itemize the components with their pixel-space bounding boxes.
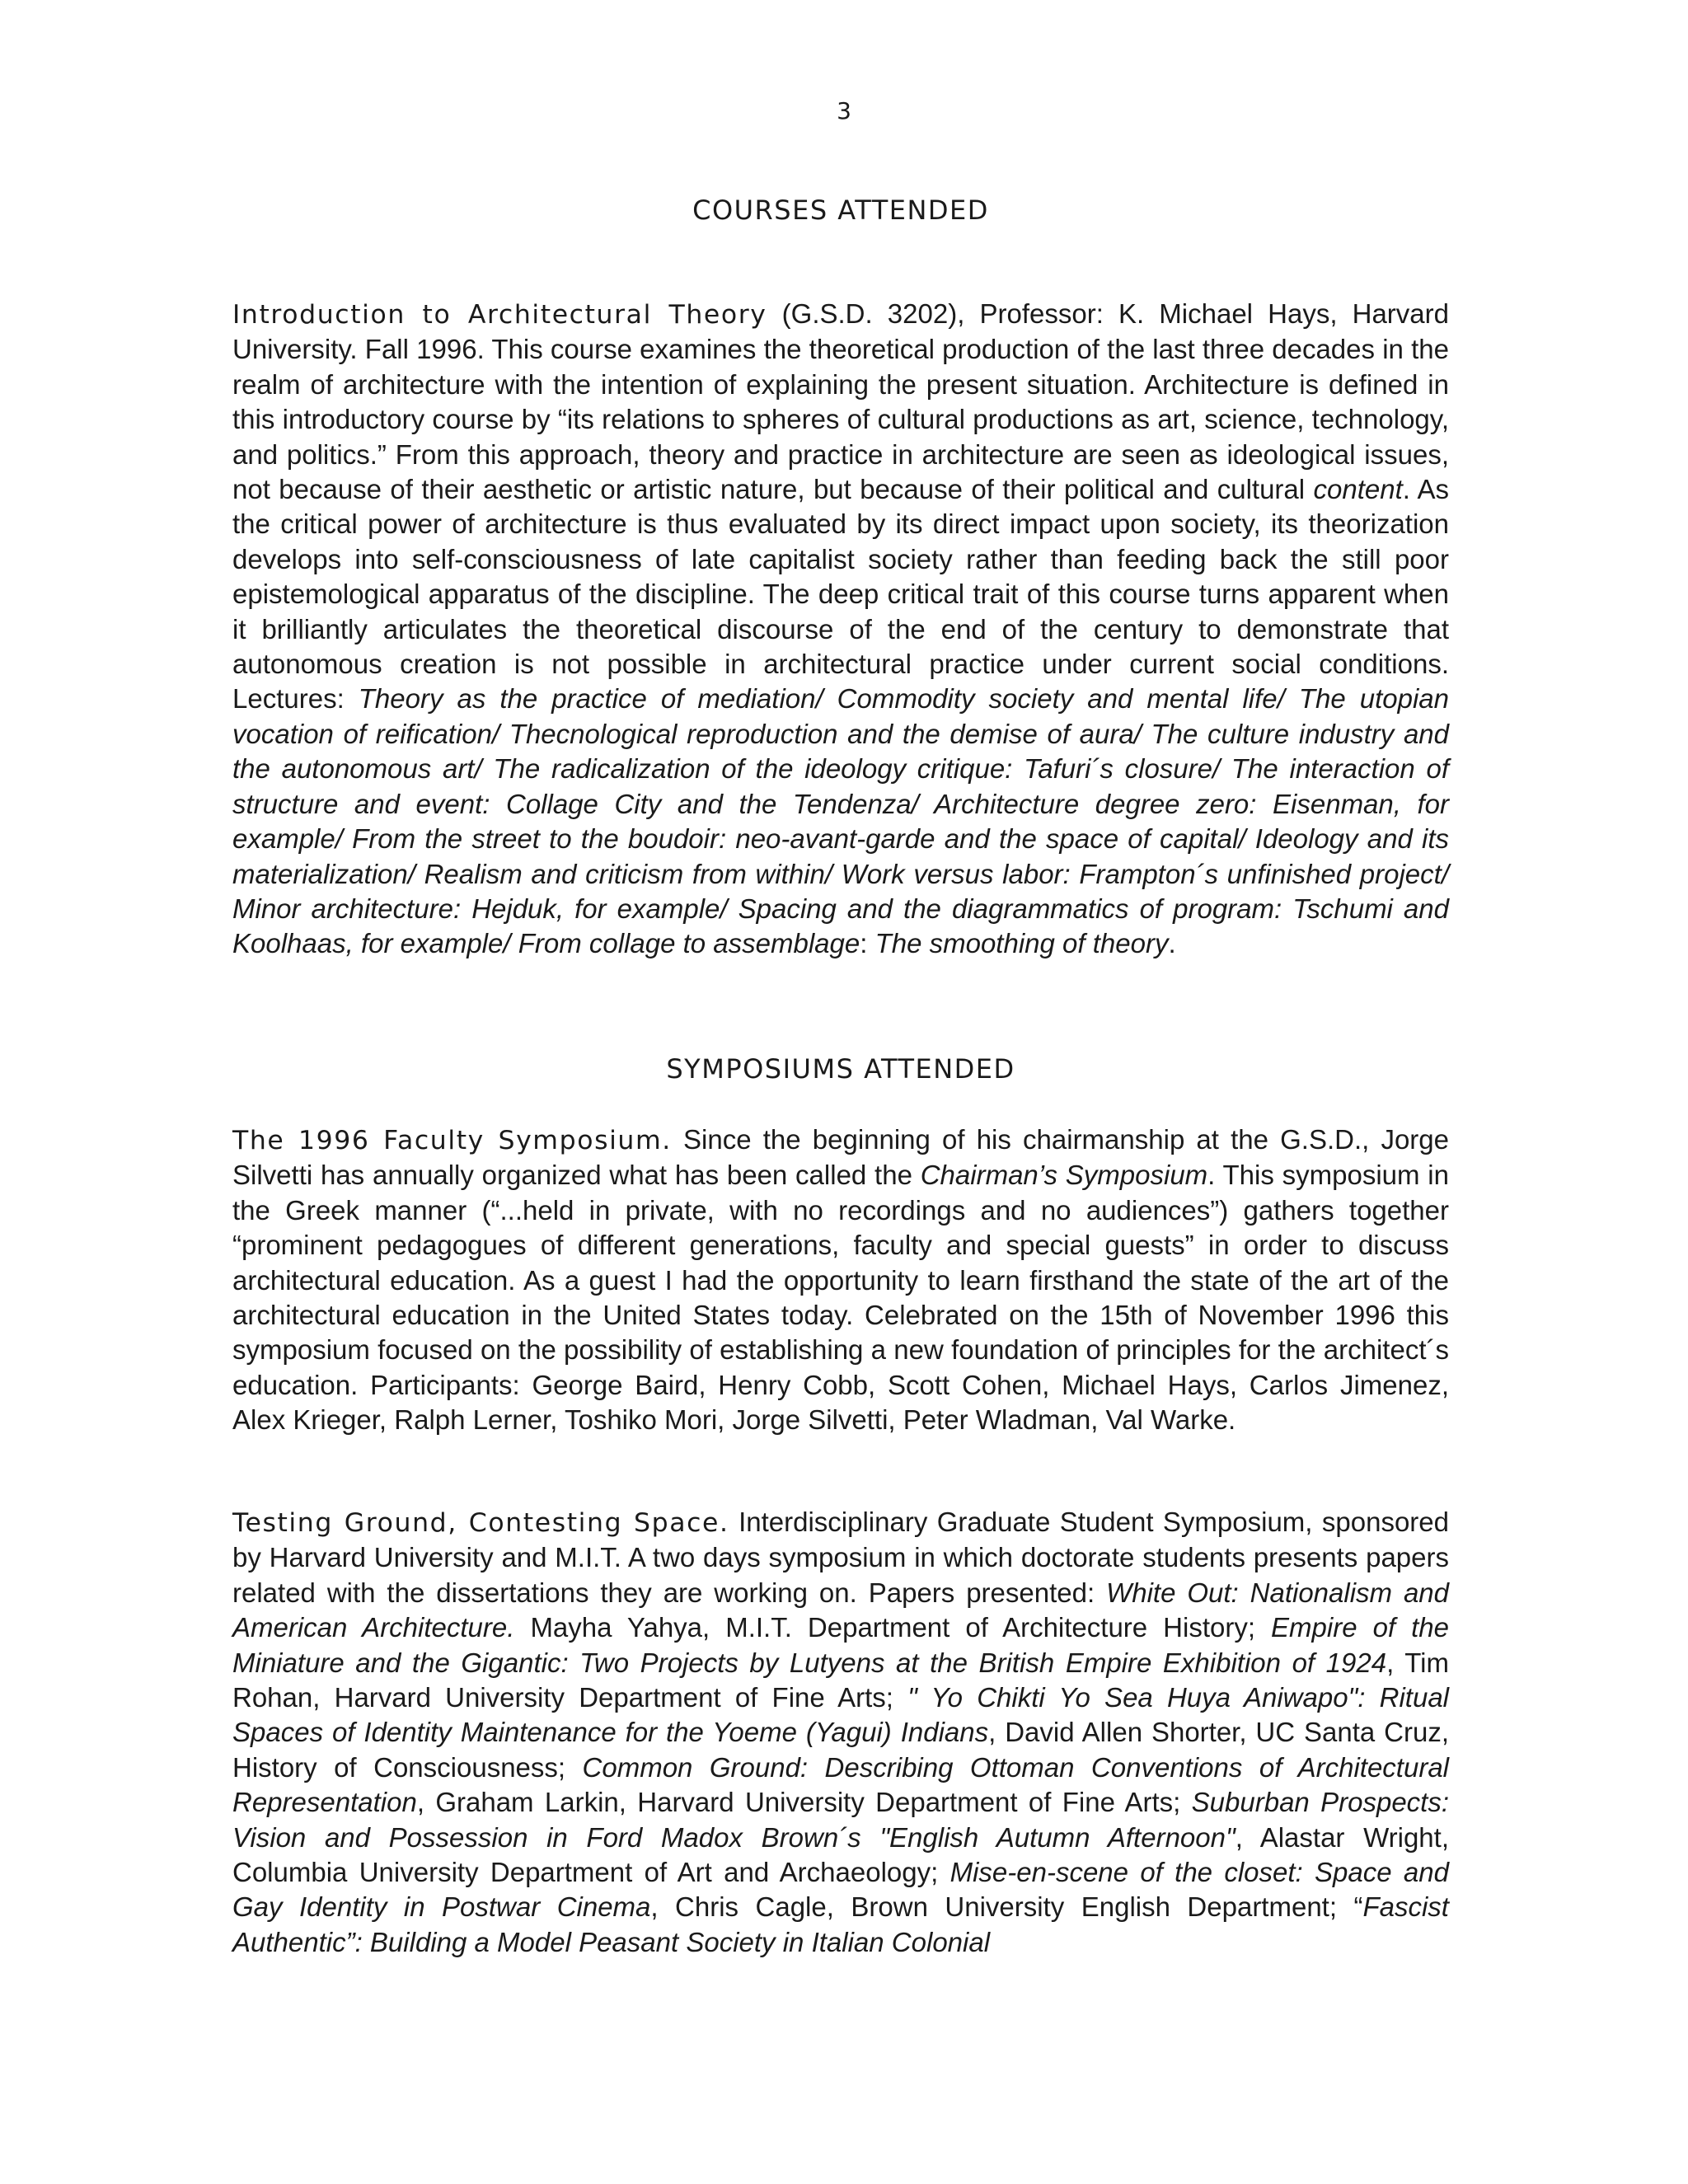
body-text: , Graham Larkin, Harvard University Department of Fine Arts;	[416, 1787, 1192, 1818]
italic-text: " Yo Chikti Yo Sea Huya Aniwapo": Ritual Spaces of Identity Maintenance for the Yoeme (Yagui) Indians	[232, 1682, 1450, 1748]
italic-text: White Out: Nationalism and American Architecture.	[232, 1577, 1450, 1643]
symposium-title: The 1996 Faculty Symposium.	[232, 1126, 672, 1155]
page-number: 3	[837, 97, 851, 124]
body-text: , Tim Rohan, Harvard University Department of Fine Arts;	[232, 1647, 1449, 1713]
italic-text: Theory as the practice of mediation/ Commodity society and mental life/ The utopian vocation of reification/ Thecnological reproduction and the demise of aura/ The culture industry and the autonomous art/ The radicalization of the ideology critique: Tafuri´s closure/ The interaction of structure and event: Collage City and the Tendenza/ Architecture degree zero: Eisenman, for example/ From the street to the boudoir: neo-avant-garde and the space of capital/ Ideology and its materialization/ Realism and criticism from within/ Work versus labor: Frampton´s unfinished project/ Minor architecture: Hejduk, for example/ Spacing and the diagrammatics of program: Tschumi and Koolhaas, for example/ From collage to assemblage	[232, 683, 1449, 959]
italic-text: Empire of the Miniature and the Gigantic: Two Projects by Lutyens at the British Empire Exhibition of 1924	[232, 1612, 1449, 1678]
courses-heading: COURSES ATTENDED	[692, 194, 989, 226]
body-text: Since the beginning of his chairmanship at the G.S.D., Jorge Silvetti has annually organized what has been called the	[232, 1124, 1449, 1191]
course-title: Introduction to Architectural Theory	[232, 300, 767, 330]
body-text: (G.S.D. 3202), Professor: K. Michael Hays, Harvard University. Fall 1996. This course examines the theoretical production of the last three decades in the realm of architecture with the intention of explaining the present situation. Architecture is defined in this introductory course by “its relations to spheres of cultural productions as art, science, technology, and politics.” From this approach, theory and practice in architecture are seen as ideological issues, not because of their aesthetic or artistic nature, but because of their political and cultural	[232, 298, 1449, 505]
body-text: :	[860, 928, 875, 959]
course-entry	[232, 297, 1449, 962]
body-text: . This symposium in the Greek manner (“...held in private, with no recordings and no audiences”) gathers together “prominent pedagogues of different generations, faculty and special guests” in order to discuss architectural education. As a guest I had the opportunity to learn firsthand the state of the art of the architectural education in the United States today. Celebrated on the 15th of November 1996 this symposium focused on the possibility of establishing a new foundation of principles for the architect´s education. Participants: George Baird, Henry Cobb, Scott Cohen, Michael Hays, Carlos Jimenez, Alex Krieger, Ralph Lerner, Toshiko Mori, Jorge Silvetti, Peter Wladman, Val Warke.	[232, 1160, 1449, 1436]
italic-text: Fascist Authentic”: Building a Model Peasant Society in Italian Colonial	[232, 1891, 1449, 1957]
body-text: , David Allen Shorter, UC Santa Cruz, History of Consciousness;	[232, 1717, 1450, 1783]
symposiums-heading: SYMPOSIUMS ATTENDED	[666, 1053, 1015, 1085]
symposium-entry-faculty	[232, 1122, 1449, 1438]
body-text: Interdisciplinary Graduate Student Symposium, sponsored by Harvard University and M.I.T. A two days symposium in which doctorate students presents papers related with the dissertations they are working on. Papers presented:	[232, 1507, 1449, 1608]
body-text: , Alastar Wright, Columbia University Department of Art and Archaeology;	[232, 1821, 1449, 1888]
body-text: , Chris Cagle, Brown University English Department; “	[650, 1891, 1363, 1923]
italic-text: Suburban Prospects: Vision and Possession in Ford Madox Brown´s "English Autumn Afternoon"	[232, 1787, 1450, 1853]
body-text: Mayha Yahya, M.I.T. Department of Architecture History;	[514, 1612, 1272, 1643]
italic-text: Common Ground: Describing Ottoman Conventions of Architectural Representation	[232, 1751, 1449, 1818]
symposium-title: Testing Ground, Contesting Space.	[232, 1508, 729, 1538]
body-text: .	[1168, 928, 1176, 959]
italic-text: Mise-en-scene of the closet: Space and Gay Identity in Postwar Cinema	[232, 1857, 1449, 1923]
italic-text: content	[1313, 474, 1403, 505]
symposium-entry-testing-ground	[232, 1505, 1449, 1960]
italic-text: The smoothing of theory	[874, 928, 1169, 959]
body-text: . As the critical power of architecture is thus evaluated by its direct impact upon society, its theorization develops into self-consciousness of late capitalist society rather than feeding back the still poor epistemological apparatus of the discipline. The deep critical trait of this course turns apparent when it brilliantly articulates the theoretical discourse of the end of the century to demonstrate that autonomous creation is not possible in architectural practice under current social conditions. Lectures:	[232, 474, 1449, 715]
italic-text: Chairman’s Symposium	[920, 1160, 1208, 1191]
